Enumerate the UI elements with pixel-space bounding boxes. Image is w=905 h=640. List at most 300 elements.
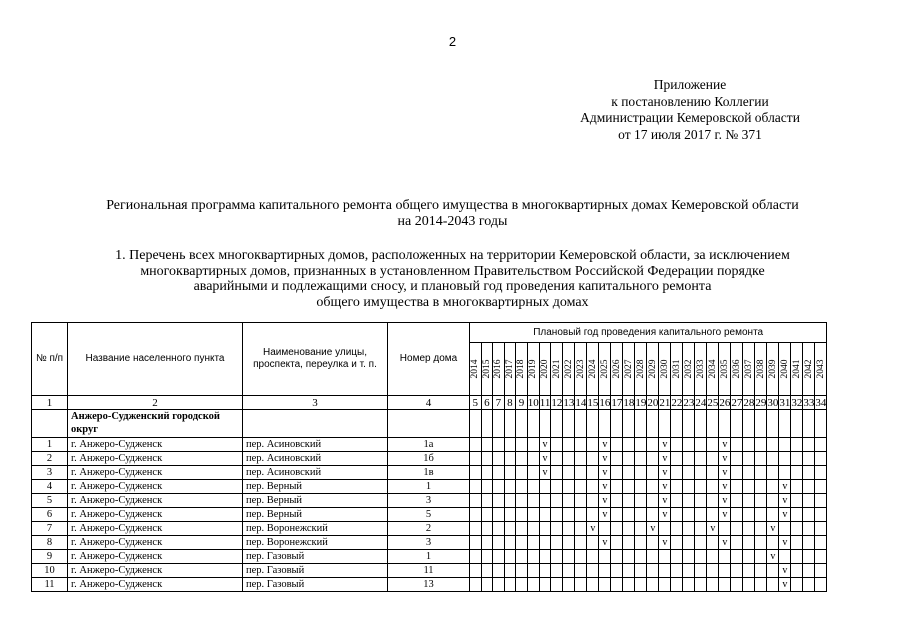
year-cell xyxy=(623,508,635,522)
year-cell xyxy=(695,522,707,536)
year-cell xyxy=(563,466,575,480)
year-cell xyxy=(767,508,779,522)
column-number: 21 xyxy=(659,396,671,409)
header-street: Наименование улицы, проспекта, переулка и т. п. xyxy=(243,323,388,396)
header-row xyxy=(32,323,827,343)
year-mark-cell: v xyxy=(767,550,779,564)
year-cell xyxy=(527,466,539,480)
locality-cell: г. Анжеро-Судженск xyxy=(68,564,243,578)
table-row xyxy=(32,438,827,452)
locality-cell: г. Анжеро-Судженск xyxy=(68,480,243,494)
year-cell xyxy=(563,494,575,508)
year-cell xyxy=(731,578,743,592)
year-cell xyxy=(815,452,827,466)
table-row xyxy=(32,536,827,550)
year-label: 2023 xyxy=(575,359,586,379)
year-mark-cell: v xyxy=(659,452,671,466)
year-cell xyxy=(481,564,493,578)
year-cell xyxy=(695,564,707,578)
year-cell xyxy=(803,550,815,564)
year-cell xyxy=(815,508,827,522)
year-cell xyxy=(539,550,551,564)
column-number: 32 xyxy=(791,396,803,409)
header-house: Номер дома xyxy=(388,323,470,396)
year-cell xyxy=(755,452,767,466)
column-number: 5 xyxy=(470,396,482,410)
year-cell xyxy=(731,494,743,508)
row-number: 8 xyxy=(32,536,68,550)
year-cell xyxy=(587,508,599,522)
year-cell xyxy=(493,494,505,508)
year-label: 2040 xyxy=(779,359,790,379)
year-cell xyxy=(527,508,539,522)
section-heading-line: аварийными и подлежащими сносу, и плановый год проведения капитального ремонта xyxy=(193,279,712,294)
year-mark-cell: v xyxy=(599,536,611,550)
year-cell xyxy=(493,564,505,578)
year-cell xyxy=(470,438,482,452)
year-header xyxy=(791,343,803,396)
year-cell xyxy=(493,522,505,536)
year-mark-cell: v xyxy=(659,508,671,522)
year-label: 2026 xyxy=(611,359,622,379)
year-cell xyxy=(635,536,647,550)
year-cell xyxy=(516,480,528,494)
year-cell xyxy=(587,466,599,480)
year-cell xyxy=(611,508,623,522)
year-cell xyxy=(707,466,719,480)
year-cell xyxy=(671,438,683,452)
year-cell xyxy=(527,452,539,466)
year-cell xyxy=(731,550,743,564)
year-cell xyxy=(719,550,731,564)
locality-cell: г. Анжеро-Судженск xyxy=(68,578,243,592)
year-cell xyxy=(635,564,647,578)
year-cell xyxy=(575,452,587,466)
year-cell xyxy=(563,550,575,564)
year-cell xyxy=(647,480,659,494)
year-cell xyxy=(611,578,623,592)
year-cell xyxy=(791,522,803,536)
year-header xyxy=(611,343,623,396)
year-cell xyxy=(815,438,827,452)
year-cell xyxy=(563,522,575,536)
section-heading-line: 1. Перечень всех многоквартирных домов, расположенных на территории Кемеровской области, за исключением xyxy=(115,248,790,263)
year-cell xyxy=(551,536,563,550)
year-cell xyxy=(695,508,707,522)
year-cell xyxy=(767,480,779,494)
year-cell xyxy=(743,438,755,452)
year-header xyxy=(470,343,482,396)
section-heading-line: многоквартирных домов, признанных в установленном Правительством Российской Федерации порядке xyxy=(140,263,765,279)
year-cell xyxy=(695,494,707,508)
year-label: 2029 xyxy=(647,359,658,379)
year-header xyxy=(575,343,587,396)
year-label: 2016 xyxy=(493,359,504,379)
year-mark-cell: v xyxy=(659,466,671,480)
year-cell xyxy=(481,452,493,466)
year-cell xyxy=(493,480,505,494)
row-number: 6 xyxy=(32,508,68,522)
year-cell xyxy=(551,494,563,508)
row-number: 1 xyxy=(32,438,68,452)
locality-cell: г. Анжеро-Судженск xyxy=(68,466,243,480)
year-cell xyxy=(683,438,695,452)
year-mark-cell: v xyxy=(719,438,731,452)
year-cell xyxy=(743,522,755,536)
year-label: 2038 xyxy=(755,359,766,379)
year-cell xyxy=(504,494,516,508)
house-cell: 1б xyxy=(388,452,470,466)
year-cell xyxy=(803,466,815,480)
year-label: 2042 xyxy=(803,359,814,379)
column-number: 23 xyxy=(683,396,695,409)
year-cell xyxy=(803,578,815,592)
year-cell xyxy=(635,438,647,452)
year-mark-cell: v xyxy=(599,480,611,494)
year-cell xyxy=(493,550,505,564)
year-cell xyxy=(575,466,587,480)
year-cell xyxy=(527,480,539,494)
house-cell: 1в xyxy=(388,466,470,480)
house-cell: 11 xyxy=(388,564,470,578)
year-cell xyxy=(575,508,587,522)
column-number: 18 xyxy=(623,396,635,409)
table-row xyxy=(32,494,827,508)
year-cell xyxy=(623,578,635,592)
group-row xyxy=(32,410,827,438)
column-number: 19 xyxy=(635,396,647,409)
year-cell xyxy=(815,494,827,508)
year-cell xyxy=(647,494,659,508)
street-cell: пер. Газовый xyxy=(243,578,388,592)
year-cell xyxy=(779,550,791,564)
year-cell xyxy=(493,578,505,592)
year-cell xyxy=(707,550,719,564)
year-cell xyxy=(683,522,695,536)
year-label: 2021 xyxy=(551,359,562,379)
year-cell xyxy=(516,438,528,452)
year-cell xyxy=(551,480,563,494)
year-cell xyxy=(587,550,599,564)
year-cell xyxy=(755,480,767,494)
year-cell xyxy=(671,494,683,508)
table-row xyxy=(32,564,827,578)
year-header xyxy=(731,343,743,396)
year-cell xyxy=(707,452,719,466)
year-cell xyxy=(539,508,551,522)
year-cell xyxy=(527,578,539,592)
group-empty-cell xyxy=(755,410,767,438)
year-mark-cell: v xyxy=(539,438,551,452)
year-cell xyxy=(695,578,707,592)
year-cell xyxy=(767,494,779,508)
year-cell xyxy=(635,452,647,466)
house-cell: 1 xyxy=(388,480,470,494)
year-cell xyxy=(791,550,803,564)
year-cell xyxy=(695,438,707,452)
year-cell xyxy=(695,480,707,494)
year-label: 2015 xyxy=(481,359,492,379)
year-header xyxy=(719,343,731,396)
year-cell xyxy=(671,522,683,536)
year-cell xyxy=(527,536,539,550)
year-mark-cell: v xyxy=(599,494,611,508)
year-cell xyxy=(731,438,743,452)
year-label: 2027 xyxy=(623,359,634,379)
year-cell xyxy=(539,564,551,578)
year-cell xyxy=(575,438,587,452)
year-mark-cell: v xyxy=(719,494,731,508)
year-mark-cell: v xyxy=(719,480,731,494)
row-number: 5 xyxy=(32,494,68,508)
year-cell xyxy=(683,452,695,466)
column-number: 10 xyxy=(527,396,539,409)
year-cell xyxy=(539,578,551,592)
year-cell xyxy=(623,480,635,494)
year-cell xyxy=(623,522,635,536)
year-header xyxy=(516,343,528,396)
column-number: 13 xyxy=(563,396,575,409)
street-cell: пер. Верный xyxy=(243,494,388,508)
year-cell xyxy=(516,550,528,564)
year-label: 2028 xyxy=(635,359,646,379)
year-cell xyxy=(504,536,516,550)
group-empty-cell xyxy=(575,410,587,438)
year-cell xyxy=(779,452,791,466)
year-cell xyxy=(743,466,755,480)
column-number: 12 xyxy=(551,396,563,409)
year-cell xyxy=(504,578,516,592)
year-cell xyxy=(803,508,815,522)
year-label: 2037 xyxy=(743,359,754,379)
year-cell xyxy=(563,508,575,522)
year-cell xyxy=(767,452,779,466)
year-cell xyxy=(671,466,683,480)
year-cell xyxy=(551,578,563,592)
year-cell xyxy=(470,522,482,536)
year-cell xyxy=(481,578,493,592)
year-cell xyxy=(504,438,516,452)
year-cell xyxy=(815,522,827,536)
year-header xyxy=(599,343,611,396)
year-label: 2036 xyxy=(731,359,742,379)
year-mark-cell: v xyxy=(779,494,791,508)
year-cell xyxy=(671,550,683,564)
year-label: 2030 xyxy=(659,359,670,379)
column-number: 26 xyxy=(719,396,731,409)
year-cell xyxy=(551,466,563,480)
year-cell xyxy=(504,452,516,466)
year-cell xyxy=(707,508,719,522)
year-cell xyxy=(683,466,695,480)
column-number: 4 xyxy=(388,396,470,410)
year-cell xyxy=(755,578,767,592)
year-cell xyxy=(803,438,815,452)
year-header xyxy=(539,343,551,396)
table-row xyxy=(32,466,827,480)
year-cell xyxy=(611,494,623,508)
year-cell xyxy=(671,508,683,522)
year-cell xyxy=(516,452,528,466)
table-row xyxy=(32,550,827,564)
year-header xyxy=(707,343,719,396)
group-empty-cell xyxy=(695,410,707,438)
year-header xyxy=(587,343,599,396)
year-mark-cell: v xyxy=(779,480,791,494)
year-cell xyxy=(516,466,528,480)
year-cell xyxy=(623,536,635,550)
year-cell xyxy=(659,578,671,592)
year-cell xyxy=(470,550,482,564)
house-cell: 3 xyxy=(388,536,470,550)
column-number: 28 xyxy=(743,396,755,409)
year-cell xyxy=(623,494,635,508)
year-cell xyxy=(707,536,719,550)
year-cell xyxy=(551,550,563,564)
year-header xyxy=(647,343,659,396)
group-empty-cell xyxy=(647,410,659,438)
year-cell xyxy=(791,494,803,508)
table-row xyxy=(32,452,827,466)
year-mark-cell: v xyxy=(539,466,551,480)
year-label: 2025 xyxy=(599,359,610,379)
street-cell: пер. Асиновский xyxy=(243,438,388,452)
year-label: 2039 xyxy=(767,359,778,379)
table-row xyxy=(32,508,827,522)
group-label: Анжеро-Судженский городской округ xyxy=(68,410,243,438)
group-empty-cell xyxy=(388,410,470,438)
year-cell xyxy=(516,564,528,578)
title-line: Региональная программа капитального ремонта общего имущества в многоквартирных домах Кемеровской области xyxy=(106,198,799,213)
year-cell xyxy=(470,480,482,494)
year-header xyxy=(659,343,671,396)
year-cell xyxy=(755,494,767,508)
year-cell xyxy=(731,508,743,522)
row-number: 4 xyxy=(32,480,68,494)
locality-cell: г. Анжеро-Судженск xyxy=(68,536,243,550)
year-cell xyxy=(683,494,695,508)
row-number: 10 xyxy=(32,564,68,578)
year-header xyxy=(493,343,505,396)
group-empty-cell xyxy=(563,410,575,438)
year-cell xyxy=(539,536,551,550)
year-label: 2043 xyxy=(815,359,826,379)
year-cell xyxy=(731,536,743,550)
group-empty-cell xyxy=(551,410,563,438)
table-row xyxy=(32,522,827,536)
year-cell xyxy=(719,522,731,536)
year-mark-cell: v xyxy=(719,536,731,550)
locality-cell: г. Анжеро-Судженск xyxy=(68,494,243,508)
appendix-line: Приложение xyxy=(653,77,727,92)
year-cell xyxy=(731,452,743,466)
year-cell xyxy=(707,494,719,508)
group-empty-cell xyxy=(671,410,683,438)
year-cell xyxy=(791,466,803,480)
year-cell xyxy=(731,522,743,536)
year-cell xyxy=(815,480,827,494)
year-cell xyxy=(575,480,587,494)
year-cell xyxy=(743,508,755,522)
year-cell xyxy=(575,536,587,550)
year-cell xyxy=(470,536,482,550)
year-cell xyxy=(803,536,815,550)
street-cell: пер. Воронежский xyxy=(243,536,388,550)
group-empty-cell xyxy=(539,410,551,438)
column-number: 22 xyxy=(671,396,683,409)
year-cell xyxy=(791,480,803,494)
year-cell xyxy=(743,578,755,592)
year-cell xyxy=(755,564,767,578)
year-cell xyxy=(683,564,695,578)
year-cell xyxy=(683,480,695,494)
year-cell xyxy=(671,564,683,578)
year-cell xyxy=(575,494,587,508)
year-cell xyxy=(493,438,505,452)
year-cell xyxy=(481,522,493,536)
year-label: 2022 xyxy=(563,359,574,379)
year-cell xyxy=(470,452,482,466)
section-heading-line: общего имущества в многоквартирных домах xyxy=(316,294,589,310)
group-empty-cell xyxy=(635,410,647,438)
year-cell xyxy=(516,578,528,592)
year-label: 2024 xyxy=(587,359,598,379)
year-cell xyxy=(743,550,755,564)
year-cell xyxy=(587,536,599,550)
year-cell xyxy=(671,452,683,466)
year-cell xyxy=(611,536,623,550)
year-cell xyxy=(611,452,623,466)
group-empty-cell xyxy=(803,410,815,438)
year-cell xyxy=(516,508,528,522)
year-cell xyxy=(623,452,635,466)
year-cell xyxy=(599,522,611,536)
year-cell xyxy=(731,564,743,578)
year-cell xyxy=(539,522,551,536)
year-cell xyxy=(516,536,528,550)
year-cell xyxy=(635,466,647,480)
year-cell xyxy=(599,564,611,578)
year-cell xyxy=(755,466,767,480)
appendix-line: Администрации Кемеровской области xyxy=(580,110,800,125)
year-cell xyxy=(493,536,505,550)
year-cell xyxy=(791,564,803,578)
year-cell xyxy=(481,550,493,564)
year-label: 2017 xyxy=(504,359,515,379)
year-cell xyxy=(527,522,539,536)
row-number: 9 xyxy=(32,550,68,564)
year-cell xyxy=(470,494,482,508)
year-cell xyxy=(731,480,743,494)
street-cell: пер. Газовый xyxy=(243,550,388,564)
section-heading xyxy=(40,248,865,310)
year-mark-cell: v xyxy=(599,466,611,480)
year-cell xyxy=(767,466,779,480)
column-number: 25 xyxy=(707,396,719,409)
column-number: 29 xyxy=(755,396,767,409)
column-number: 30 xyxy=(767,396,779,409)
year-cell xyxy=(719,578,731,592)
group-empty-cell xyxy=(587,410,599,438)
locality-cell: г. Анжеро-Судженск xyxy=(68,550,243,564)
year-cell xyxy=(791,452,803,466)
year-cell xyxy=(815,564,827,578)
year-header xyxy=(695,343,707,396)
year-mark-cell: v xyxy=(719,508,731,522)
year-cell xyxy=(527,438,539,452)
year-cell xyxy=(611,564,623,578)
year-cell xyxy=(743,536,755,550)
